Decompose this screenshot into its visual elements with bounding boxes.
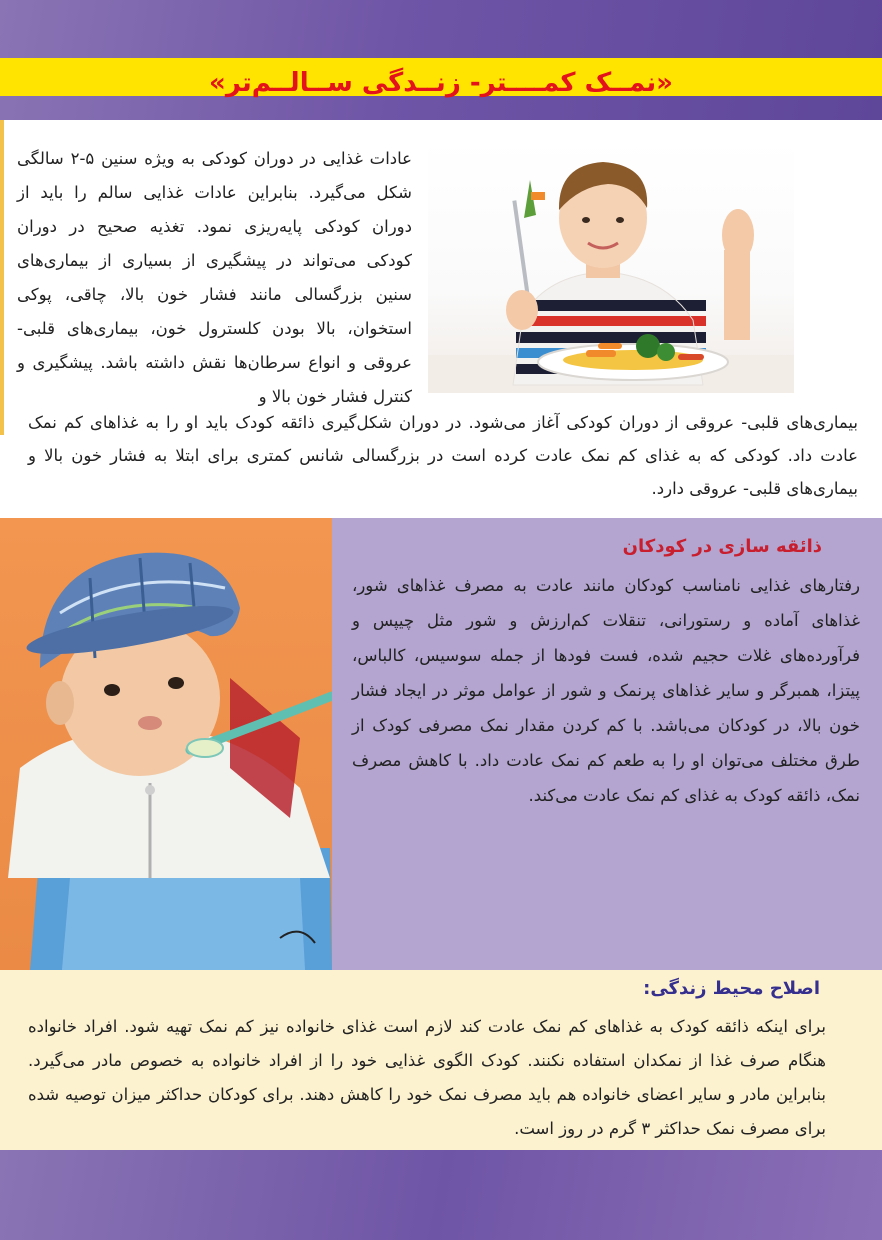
photo-baby-eating bbox=[0, 518, 332, 970]
intro-section bbox=[0, 120, 882, 518]
taste-building-section bbox=[0, 518, 882, 970]
title-band bbox=[0, 58, 882, 96]
side-accent-strip bbox=[0, 120, 4, 435]
bottom-purple-band bbox=[0, 1150, 882, 1240]
environment-title: اصلاح محیط زندگی: bbox=[643, 978, 820, 999]
photo-boy-eating-vegetables bbox=[428, 140, 794, 393]
page-title: «نمــک کمــــتر- زنــدگی ســالــم‌تر» bbox=[209, 68, 673, 98]
intro-paragraph-part2: بیماری‌های قلبی- عروقی از دوران کودکی آغاز می‌شود. در دوران شکل‌گیری ذائقه کودک باید او را به غذاهای کم نمک عادت داد. کودکی که به غذای کم نمک عادت کرده است در بزرگسالی شانس کمتری برای ابتلا به فشار خون بالا و بیماری‌های قلبی- عروقی دارد. bbox=[28, 413, 858, 498]
environment-paragraph: برای اینکه ذائقه کودک به غذاهای کم نمک عادت کند لازم است غذای خانواده نیز کم نمک تهیه شود. افراد خانواده هنگام صرف غذا از نمکدان استفاده نکنند. کودک الگوی غذایی خود را از افراد خانواده به خصوص مادر می‌گیرد. بنابراین مادر و سایر اعضای خانواده هم باید مصرف نمک خود را کاهش دهند. برای کودکان حداکثر میزان توصیه شده برای مصرف نمک حداکثر ۳ گرم در روز است. bbox=[28, 1017, 826, 1138]
taste-building-paragraph: رفتارهای غذایی نامناسب کودکان مانند عادت به مصرف غذاهای شور، غذاهای آماده و رستورانی، تنقلات کم‌ارزش و شور مثل چیپس و فرآورده‌های غلات حجیم شده، فست فودها از جمله سوسیس، کالباس، پیتزا، همبرگر و سایر غذاهای پرنمک و شور از عوامل موثر در ایجاد فشار خون بالا، در کودکان می‌باشد. با کم کردن مقدار نمک مصرفی کودک از طرق مختلف می‌توان او را به طعم کم نمک عادت داد. با کاهش مصرف نمک، ذائقه کودک به غذای کم نمک عادت می‌کند. bbox=[352, 576, 860, 805]
taste-building-title: ذائقه سازی در کودکان bbox=[622, 536, 822, 557]
intro-paragraph-part1: عادات غذایی در دوران کودکی به ویژه سنین ۵-۲ سالگی شکل می‌گیرد. بنابراین عادات غذایی سالم را باید از دوران کودکی پایه‌ریزی نمود. تغذیه صحیح در دوران کودکی می‌تواند در پیشگیری از بسیاری از بیماری‌های سنین بزرگسالی مانند فشار خون بالا، چاقی، پوکی استخوان، بالا بودن کلسترول خون، بیماری‌های قلبی- عروقی و انواع سرطان‌ها نقش داشته باشد. پیشگیری و کنترل فشار خون بالا و bbox=[17, 149, 412, 406]
environment-section bbox=[0, 970, 882, 1150]
